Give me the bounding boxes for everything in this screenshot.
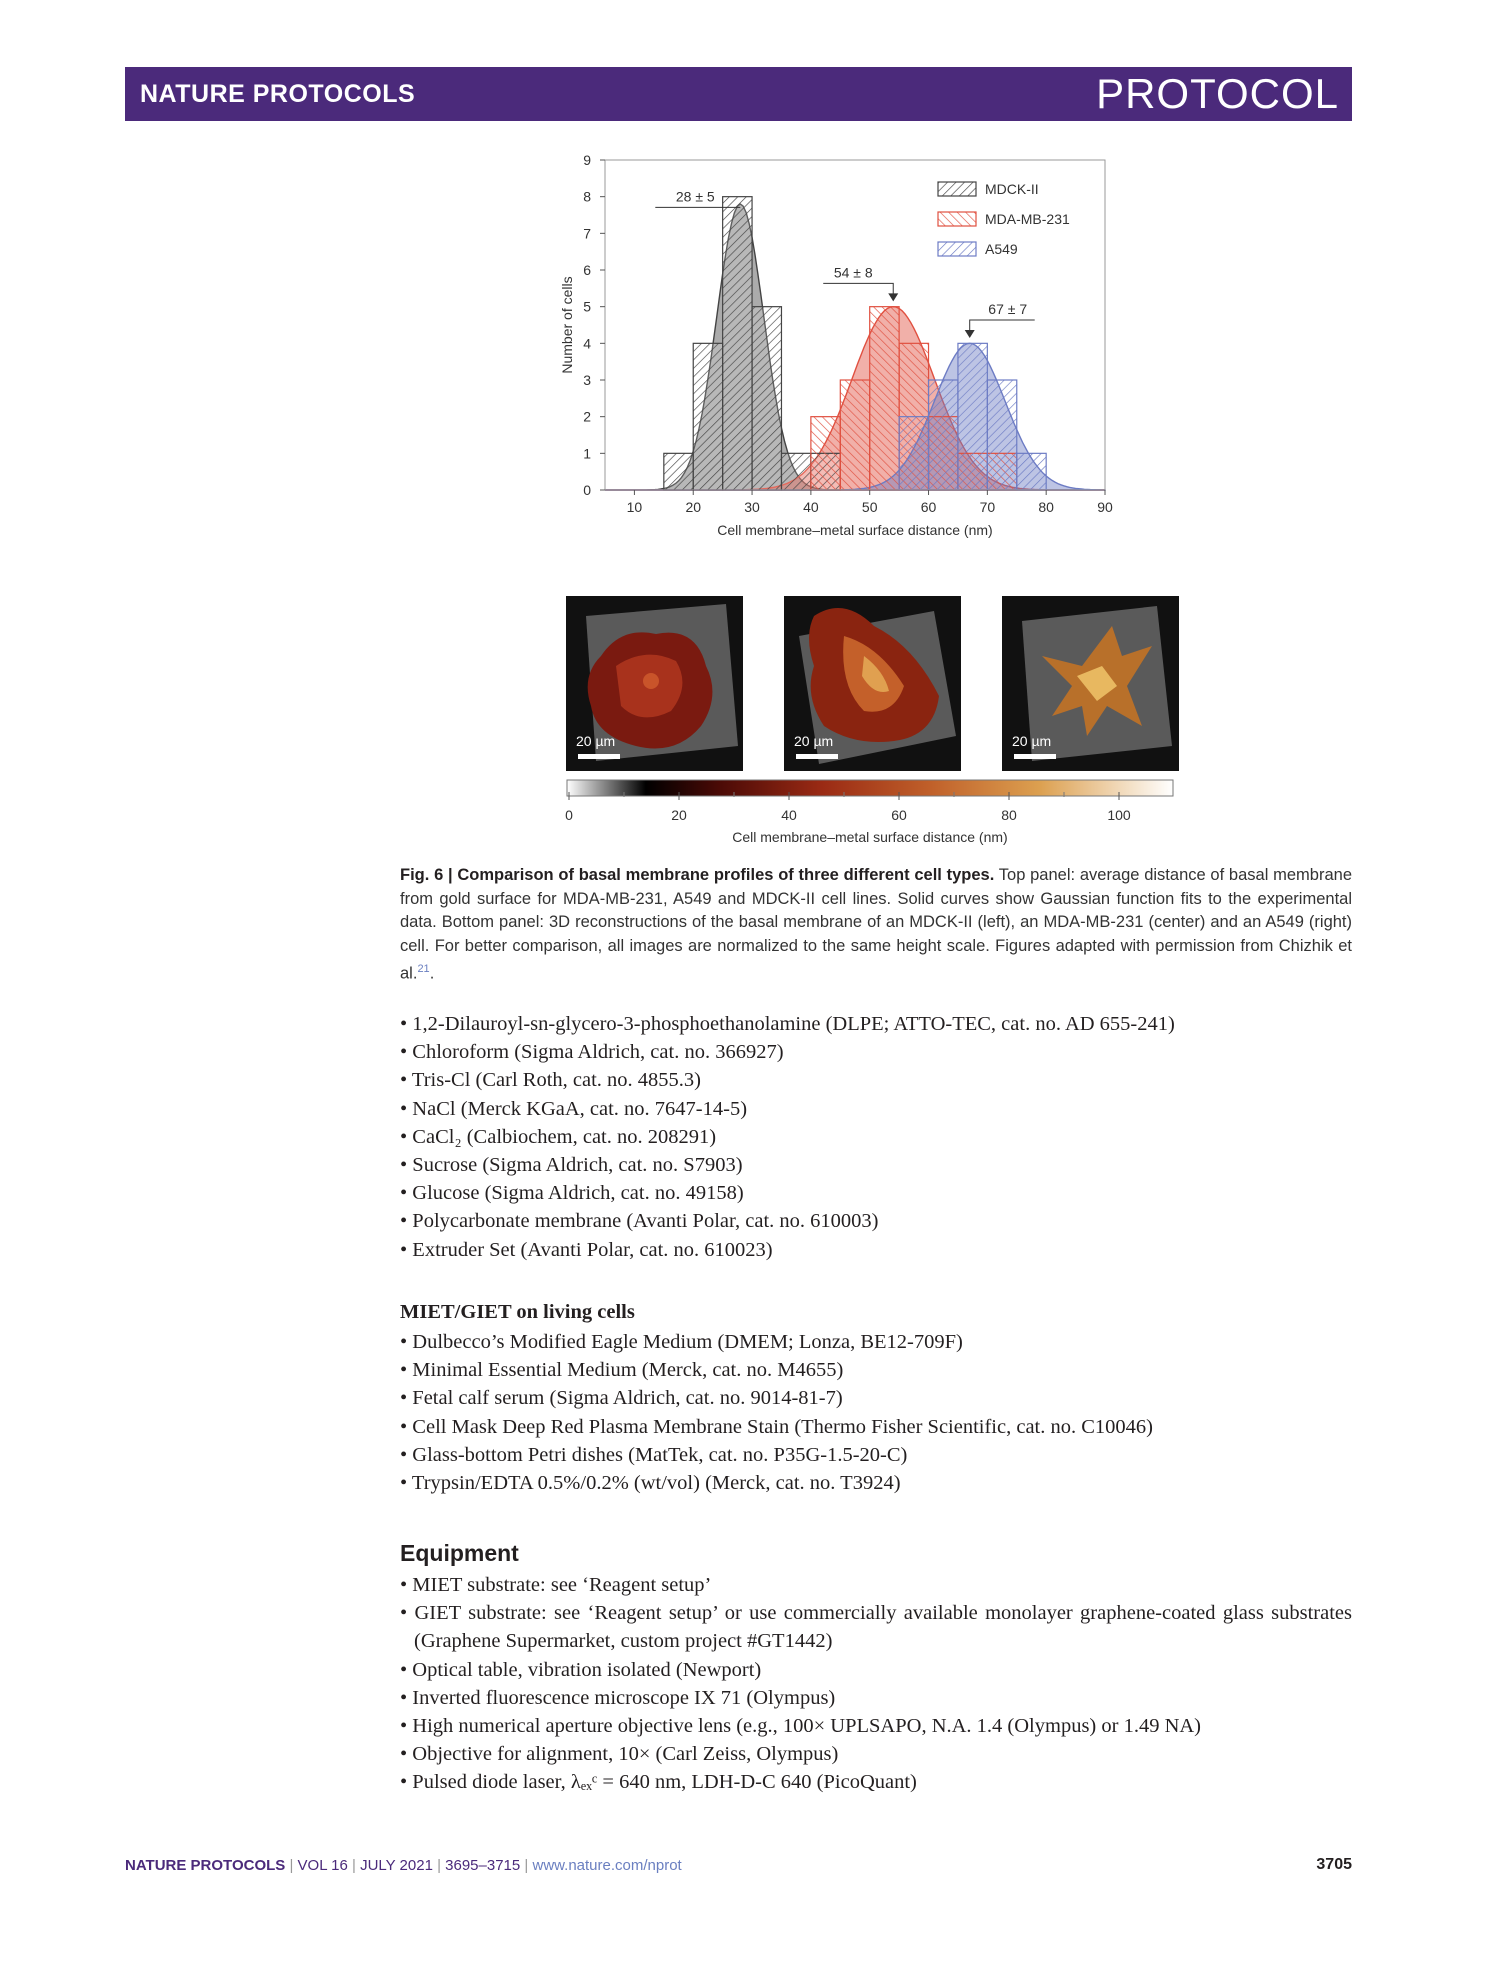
reagent-item: • NaCl (Merck KGaA, cat. no. 7647-14-5) <box>400 1097 748 1120</box>
x-tick-label: 30 <box>744 499 760 515</box>
cell-image-a549 <box>1002 596 1179 771</box>
x-tick-label: 40 <box>803 499 819 515</box>
scale-text: 20 µm <box>794 733 834 749</box>
colorbar-gradient <box>567 780 1173 796</box>
y-tick-label: 6 <box>583 262 591 278</box>
equipment-item: • Objective for alignment, 10× (Carl Zeiss, Olympus) <box>400 1743 839 1766</box>
histogram-bar <box>929 380 958 490</box>
x-tick-label: 70 <box>979 499 996 515</box>
footer: NATURE PROTOCOLS | VOL 16 | JULY 2021 | 3695–3715 | www.nature.com/nprot <box>125 1857 682 1874</box>
legend-swatch <box>938 242 976 256</box>
legend-label: A549 <box>985 241 1018 257</box>
scale-bar <box>796 754 838 759</box>
equipment-item: • Pulsed diode laser, λₑₓᶜ = 640 nm, LDH-D-C 640 (PicoQuant) <box>400 1771 917 1794</box>
reagent-item: • 1,2-Dilauroyl-sn-glycero-3-phosphoethanolamine (DLPE; ATTO-TEC, cat. no. AD 655-241) <box>400 1013 1175 1035</box>
x-tick-label: 80 <box>1038 499 1054 515</box>
caption-end: . <box>429 964 435 983</box>
x-tick-label: 10 <box>626 499 643 515</box>
annotation-arrow <box>965 330 975 338</box>
reagent-item: • Polycarbonate membrane (Avanti Polar, cat. no. 610003) <box>400 1210 879 1233</box>
x-tick-label: 90 <box>1097 499 1113 515</box>
reagent-item: • Tris-Cl (Carl Roth, cat. no. 4855.3) <box>400 1069 702 1092</box>
footer-pages: 3695–3715 <box>445 1857 521 1874</box>
equipment-item: • Inverted fluorescence microscope IX 71 (Olympus) <box>400 1686 836 1709</box>
histogram-bar <box>958 343 987 490</box>
reagent-item: • CaCl₂ (Calbiochem, cat. no. 208291) <box>400 1125 717 1148</box>
histogram-bar <box>899 417 928 490</box>
y-tick-label: 8 <box>583 188 591 205</box>
histogram-bar <box>664 453 693 490</box>
annotation-label: 28 ± 5 <box>675 188 715 205</box>
miet-item: • Minimal Essential Medium (Merck, cat. no. M4655) <box>400 1359 844 1382</box>
equipment-item: • GIET substrate: see ‘Reagent setup’ or use commercially available monolayer graphene-coated glass substrates (Graphene Supermarket, custom project #GT1442) <box>400 1602 1352 1653</box>
journal-name: NATURE PROTOCOLS <box>140 80 416 108</box>
y-tick-label: 1 <box>583 445 591 462</box>
miet-item: • Cell Mask Deep Red Plasma Membrane Stain (Thermo Fisher Scientific, cat. no. C10046) <box>400 1415 1153 1438</box>
reagent-item: • Sucrose (Sigma Aldrich, cat. no. S7903) <box>400 1154 743 1177</box>
annotation-label: 67 ± 7 <box>988 301 1028 317</box>
scale-text: 20 µm <box>1012 733 1052 749</box>
y-tick-label: 0 <box>583 482 591 498</box>
reagent-item: • Chloroform (Sigma Aldrich, cat. no. 366927) <box>400 1041 784 1064</box>
miet-list <box>400 1328 1352 1497</box>
histogram-chart <box>555 150 1145 570</box>
colorbar-label: Cell membrane–metal surface distance (nm) <box>732 829 1008 845</box>
cell-image-mda-mb-231 <box>784 596 961 771</box>
footer-date: JULY 2021 <box>360 1857 433 1874</box>
histogram-bar <box>840 380 869 490</box>
y-tick-label: 3 <box>583 372 591 388</box>
y-tick-label: 4 <box>583 335 591 352</box>
y-axis-label: Number of cells <box>559 276 575 374</box>
equipment-list <box>400 1571 1352 1797</box>
annotation-line <box>970 320 1035 334</box>
histogram-bar <box>781 453 810 490</box>
miet-item: • Glass-bottom Petri dishes (MatTek, cat. no. P35G-1.5-20-C) <box>400 1443 908 1466</box>
scale-text: 20 µm <box>576 733 616 749</box>
equipment-heading: Equipment <box>400 1540 519 1566</box>
caption-body: Top panel: average distance of basal membrane from gold surface for MDA-MB-231, A549 and MDCK-II cell lines. Solid curves show Gaussian function fits to the experimental data. Bottom panel: 3D reconstructions of the basal membrane of an MDCK-II (left), an MDA-MB-231 (center) and an A549 (right) cell. For better comparison, all images are normalized to the same height scale. Figures adapted with permission from Chizhik et al. <box>400 866 1352 983</box>
y-tick-label: 9 <box>583 152 591 168</box>
footer-journal: NATURE PROTOCOLS <box>125 1857 286 1874</box>
x-axis-label: Cell membrane–metal surface distance (nm) <box>717 522 993 538</box>
cell-image-mdck-ii <box>566 596 743 771</box>
histogram-bar <box>811 417 840 490</box>
histogram-bar <box>752 307 781 490</box>
reagent-item: • Extruder Set (Avanti Polar, cat. no. 610023) <box>400 1238 773 1261</box>
x-tick-label: 50 <box>861 499 878 515</box>
reagents-list <box>400 1010 1352 1264</box>
equipment-item: • High numerical aperture objective lens (e.g., 100× UPLSAPO, N.A. 1.4 (Olympus) or 1.49 NA) <box>400 1715 1202 1738</box>
legend-label: MDA-MB-231 <box>985 211 1070 227</box>
annotation-line <box>823 283 893 297</box>
histogram-bar <box>723 197 752 490</box>
y-tick-label: 7 <box>583 225 591 242</box>
section-label: PROTOCOL <box>1096 70 1339 117</box>
colorbar-tick-label: 60 <box>891 807 907 823</box>
legend-swatch <box>938 182 976 196</box>
x-tick-label: 60 <box>920 499 937 515</box>
caption-heading: Fig. 6 | Comparison of basal membrane profiles of three different cell types. <box>400 866 995 884</box>
y-tick-label: 2 <box>583 408 591 425</box>
colorbar-ticks <box>565 792 1131 823</box>
footer-volume: VOL 16 <box>297 1857 348 1874</box>
annotation-label: 54 ± 8 <box>833 264 873 281</box>
footer-url[interactable]: www.nature.com/nprot <box>532 1857 682 1874</box>
colorbar-tick-label: 100 <box>1107 807 1131 823</box>
legend-label: MDCK-II <box>985 181 1039 197</box>
equipment-item: • MIET substrate: see ‘Reagent setup’ <box>400 1574 712 1596</box>
x-tick-label: 20 <box>685 499 702 515</box>
histogram-bar <box>987 380 1016 490</box>
equipment-item: • Optical table, vibration isolated (Newport) <box>400 1658 762 1681</box>
colorbar-tick-label: 80 <box>1001 807 1017 823</box>
miet-item: • Dulbecco’s Modified Eagle Medium (DMEM; Lonza, BE12-709F) <box>400 1331 963 1353</box>
histogram-bar <box>693 343 722 490</box>
reagent-item: • Glucose (Sigma Aldrich, cat. no. 49158) <box>400 1182 744 1205</box>
legend-swatch <box>938 212 976 226</box>
miet-item: • Fetal calf serum (Sigma Aldrich, cat. no. 9014-81-7) <box>400 1387 843 1410</box>
histogram-bar <box>1017 453 1046 490</box>
colorbar <box>565 778 1185 858</box>
histogram-bar <box>870 307 899 490</box>
y-tick-label: 5 <box>583 298 591 315</box>
colorbar-tick-label: 0 <box>565 807 573 823</box>
colorbar-tick-label: 20 <box>671 807 687 823</box>
annotation-arrow <box>888 293 898 301</box>
caption-ref[interactable]: 21 <box>417 963 430 975</box>
miet-item: • Trypsin/EDTA 0.5%/0.2% (wt/vol) (Merck, cat. no. T3924) <box>400 1472 901 1495</box>
miet-heading: MIET/GIET on living cells <box>400 1301 635 1323</box>
figure-caption <box>400 864 1352 986</box>
colorbar-tick-label: 40 <box>781 807 797 823</box>
scale-bar <box>1014 754 1056 759</box>
scale-bar <box>578 754 620 759</box>
page-number: 3705 <box>1316 1856 1352 1873</box>
chart-legend <box>938 181 1070 257</box>
annotation-layer <box>655 188 1034 338</box>
